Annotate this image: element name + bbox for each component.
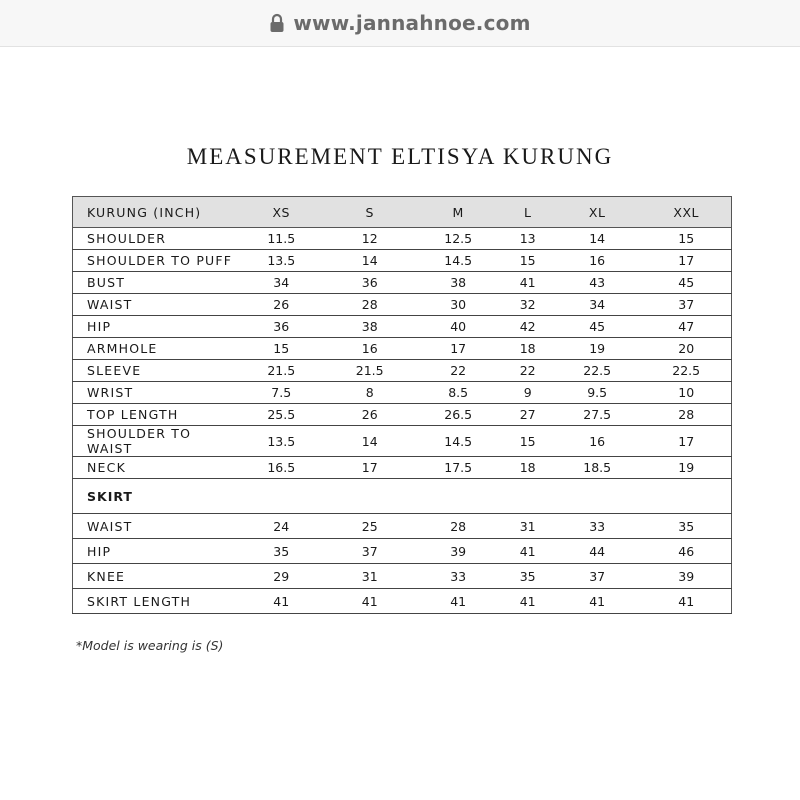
- measurement-cell: 10: [641, 382, 731, 404]
- measurement-cell: 33: [414, 564, 502, 589]
- measurement-cell: 24: [237, 514, 325, 539]
- measurement-cell: 45: [553, 316, 641, 338]
- measurement-cell: 38: [414, 272, 502, 294]
- row-label: WAIST: [73, 514, 238, 539]
- header-cell: KURUNG (INCH): [73, 197, 238, 228]
- table-row: [73, 539, 732, 564]
- browser-url-bar[interactable]: [0, 0, 800, 47]
- measurement-cell: 16: [553, 250, 641, 272]
- row-label: ARMHOLE: [73, 338, 238, 360]
- row-label: KNEE: [73, 564, 238, 589]
- measurement-cell: 39: [414, 539, 502, 564]
- measurement-cell: 22.5: [641, 360, 731, 382]
- row-label: TOP LENGTH: [73, 404, 238, 426]
- measurement-cell: 26: [325, 404, 413, 426]
- measurement-cell: 18: [502, 338, 553, 360]
- measurement-cell: 35: [502, 564, 553, 589]
- measurement-cell: 8.5: [414, 382, 502, 404]
- row-label: SLEEVE: [73, 360, 238, 382]
- row-label: HIP: [73, 316, 238, 338]
- table-header-row: [73, 197, 732, 228]
- measurement-cell: 21.5: [237, 360, 325, 382]
- table-row: [73, 294, 732, 316]
- measurement-cell: 42: [502, 316, 553, 338]
- measurement-cell: 13.5: [237, 250, 325, 272]
- measurement-cell: 28: [325, 294, 413, 316]
- measurement-cell: 32: [502, 294, 553, 316]
- measurement-cell: 19: [553, 338, 641, 360]
- measurement-cell: 16: [325, 338, 413, 360]
- measurement-cell: 41: [502, 589, 553, 614]
- measurement-cell: 47: [641, 316, 731, 338]
- measurement-cell: 11.5: [237, 228, 325, 250]
- measurement-cell: 19: [641, 457, 731, 479]
- measurement-cell: 17: [414, 338, 502, 360]
- measurement-cell: 25: [325, 514, 413, 539]
- row-label: SKIRT LENGTH: [73, 589, 238, 614]
- table-row: [73, 404, 732, 426]
- header-cell: XXL: [641, 197, 731, 228]
- measurement-cell: 25.5: [237, 404, 325, 426]
- measurement-cell: 12.5: [414, 228, 502, 250]
- measurement-cell: 41: [641, 589, 731, 614]
- measurement-cell: 34: [237, 272, 325, 294]
- measurement-cell: 14: [553, 228, 641, 250]
- measurement-cell: 39: [641, 564, 731, 589]
- url-text[interactable]: www.jannahnoe.com: [293, 11, 531, 35]
- measurement-cell: 33: [553, 514, 641, 539]
- size-chart-table: [72, 196, 732, 614]
- measurement-cell: 12: [325, 228, 413, 250]
- measurement-cell: 14: [325, 250, 413, 272]
- measurement-cell: 35: [641, 514, 731, 539]
- measurement-cell: 16.5: [237, 457, 325, 479]
- measurement-cell: 36: [237, 316, 325, 338]
- measurement-cell: 27.5: [553, 404, 641, 426]
- header-cell: XS: [237, 197, 325, 228]
- measurement-cell: 14: [325, 426, 413, 457]
- measurement-cell: 26: [237, 294, 325, 316]
- measurement-cell: 18.5: [553, 457, 641, 479]
- measurement-cell: 9: [502, 382, 553, 404]
- measurement-cell: 37: [553, 564, 641, 589]
- table-row: [73, 382, 732, 404]
- row-label: WAIST: [73, 294, 238, 316]
- measurement-cell: 31: [502, 514, 553, 539]
- measurement-cell: 16: [553, 426, 641, 457]
- skirt-section-row: [73, 479, 732, 514]
- measurement-cell: 34: [553, 294, 641, 316]
- measurement-cell: 31: [325, 564, 413, 589]
- row-label: HIP: [73, 539, 238, 564]
- measurement-cell: 15: [641, 228, 731, 250]
- measurement-cell: 18: [502, 457, 553, 479]
- table-row: [73, 514, 732, 539]
- measurement-cell: 14.5: [414, 426, 502, 457]
- table-row: [73, 360, 732, 382]
- measurement-cell: 44: [553, 539, 641, 564]
- measurement-cell: 13.5: [237, 426, 325, 457]
- measurement-cell: 41: [325, 589, 413, 614]
- measurement-cell: 21.5: [325, 360, 413, 382]
- measurement-cell: 37: [641, 294, 731, 316]
- measurement-cell: 36: [325, 272, 413, 294]
- table-row: [73, 272, 732, 294]
- header-cell: XL: [553, 197, 641, 228]
- measurement-cell: 41: [237, 589, 325, 614]
- table-row: [73, 338, 732, 360]
- row-label: NECK: [73, 457, 238, 479]
- measurement-cell: 7.5: [237, 382, 325, 404]
- row-label: SHOULDER: [73, 228, 238, 250]
- measurement-cell: 8: [325, 382, 413, 404]
- measurement-cell: 27: [502, 404, 553, 426]
- measurement-cell: 41: [502, 272, 553, 294]
- table-row: [73, 228, 732, 250]
- table-row: [73, 457, 732, 479]
- measurement-cell: 40: [414, 316, 502, 338]
- measurement-cell: 41: [553, 589, 641, 614]
- row-label: BUST: [73, 272, 238, 294]
- measurement-cell: 41: [502, 539, 553, 564]
- measurement-cell: 15: [502, 426, 553, 457]
- table-row: [73, 589, 732, 614]
- measurement-cell: 29: [237, 564, 325, 589]
- measurement-cell: 37: [325, 539, 413, 564]
- lock-icon: [269, 13, 285, 33]
- measurement-cell: 17: [641, 426, 731, 457]
- page-title: MEASUREMENT ELTISYA KURUNG: [186, 144, 614, 169]
- measurement-cell: 28: [414, 514, 502, 539]
- measurement-cell: 26.5: [414, 404, 502, 426]
- measurement-cell: 22: [502, 360, 553, 382]
- measurement-cell: 38: [325, 316, 413, 338]
- measurement-cell: 45: [641, 272, 731, 294]
- table-row: [73, 316, 732, 338]
- measurement-cell: 35: [237, 539, 325, 564]
- table-row: [73, 564, 732, 589]
- measurement-cell: 20: [641, 338, 731, 360]
- table-row: [73, 250, 732, 272]
- measurement-cell: 9.5: [553, 382, 641, 404]
- measurement-cell: 43: [553, 272, 641, 294]
- measurement-cell: 30: [414, 294, 502, 316]
- measurement-cell: 41: [414, 589, 502, 614]
- header-cell: M: [414, 197, 502, 228]
- row-label: SHOULDER TO PUFF: [73, 250, 238, 272]
- header-cell: S: [325, 197, 413, 228]
- measurement-cell: 28: [641, 404, 731, 426]
- measurement-cell: 13: [502, 228, 553, 250]
- measurement-cell: 14.5: [414, 250, 502, 272]
- row-label: SHOULDER TO WAIST: [73, 426, 238, 457]
- row-label: WRIST: [73, 382, 238, 404]
- measurement-cell: 17.5: [414, 457, 502, 479]
- measurement-cell: 22.5: [553, 360, 641, 382]
- table-row: [73, 426, 732, 457]
- skirt-section-label: SKIRT: [73, 479, 732, 514]
- measurement-cell: 17: [325, 457, 413, 479]
- measurement-cell: 22: [414, 360, 502, 382]
- measurement-cell: 15: [502, 250, 553, 272]
- measurement-cell: 17: [641, 250, 731, 272]
- measurement-cell: 15: [237, 338, 325, 360]
- header-cell: L: [502, 197, 553, 228]
- model-size-note: *Model is wearing is (S): [76, 638, 224, 653]
- measurement-cell: 46: [641, 539, 731, 564]
